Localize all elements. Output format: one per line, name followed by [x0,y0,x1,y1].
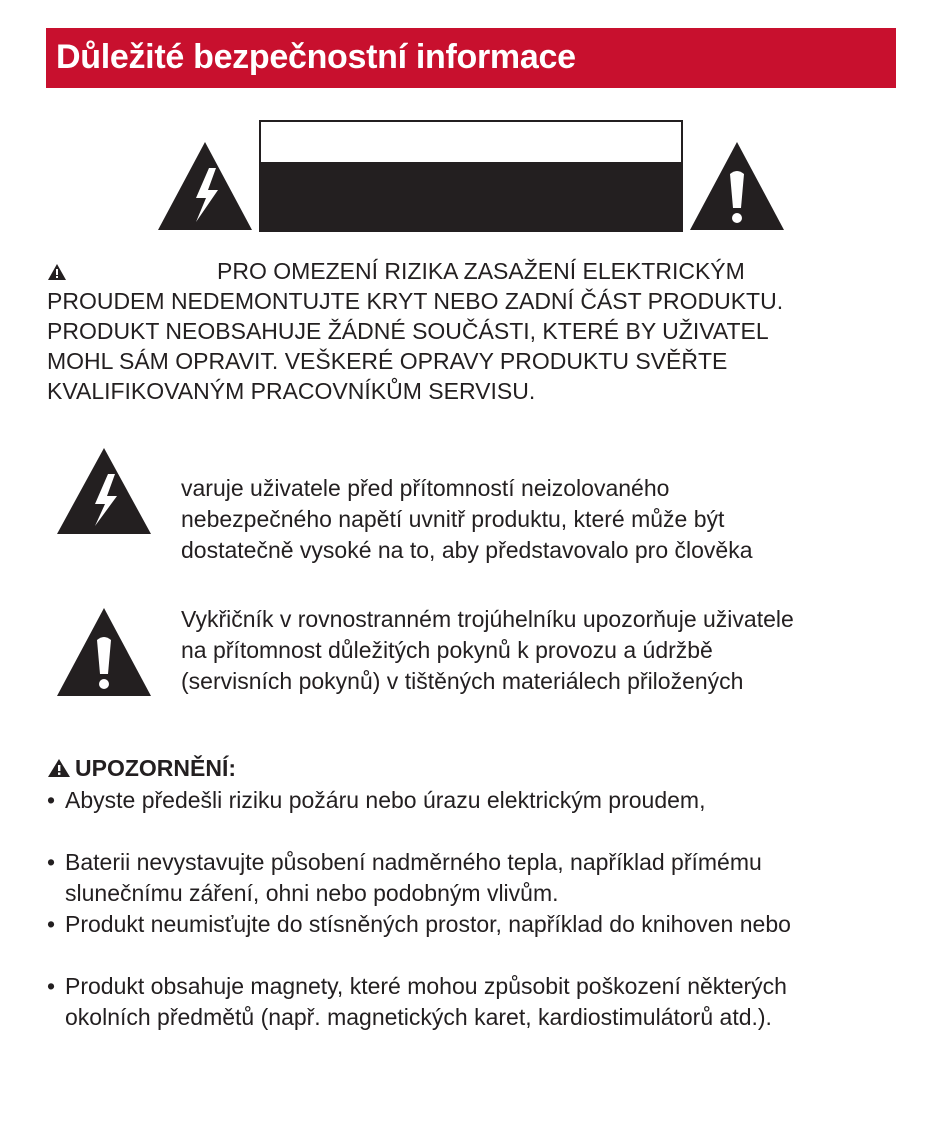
caution-label-black-band [261,162,681,230]
description-line: nebezpečného napětí uvnitř produktu, které může být [181,506,725,532]
warning-bullet [47,971,907,1033]
page-title: Důležité bezpečnostní informace [56,38,576,76]
bullet-line: • Abyste předešli riziku požáru nebo úrazu elektrickým proudem, [65,787,706,813]
caution-line-text: PRO OMEZENÍ RIZIKA ZASAŽENÍ ELEKTRICKÝM [217,258,745,284]
description-line: (servisních pokynů) v tištěných materiálech přiložených [181,668,744,694]
caution-paragraph [47,256,907,406]
description-line: na přítomnost důležitých pokynů k provozu a údržbě [181,637,713,663]
warning-bullet [47,909,907,940]
warning-heading-icon [47,758,71,778]
warning-heading [47,755,236,782]
warning-bullet [47,785,907,816]
caution-line: MOHL SÁM OPRAVIT. VEŠKERÉ OPRAVY PRODUKTU SVĚŘTE [47,348,728,374]
caution-line [47,256,907,286]
lightning-triangle-icon [156,140,254,232]
exclamation-triangle-icon [55,606,153,698]
bullet-line: • Baterii nevystavujte působení nadměrného tepla, například přímému [65,849,762,875]
caution-line: PROUDEM NEDEMONTUJTE KRYT NEBO ZADNÍ ČÁST PRODUKTU. [47,288,784,314]
small-warning-icon [47,263,67,281]
symbol-description-exclamation [181,604,901,697]
bullet-line: • Produkt neumisťujte do stísněných prostor, například do knihoven nebo [65,911,791,937]
caution-line: KVALIFIKOVANÝM PRACOVNÍKŮM SERVISU. [47,378,536,404]
description-line: Vykřičník v rovnostranném trojúhelníku upozorňuje uživatele [181,606,794,632]
bullet-line: slunečnímu záření, ohni nebo podobným vlivům. [65,880,559,906]
warning-bullet [47,847,907,909]
caution-line: PRODUKT NEOBSAHUJE ŽÁDNÉ SOUČÁSTI, KTERÉ BY UŽIVATEL [47,318,769,344]
description-line: dostatečně vysoké na to, aby představovalo pro člověka [181,537,753,563]
exclamation-triangle-icon [688,140,786,232]
caution-label [259,120,683,232]
lightning-triangle-icon [55,446,153,536]
bullet-line: okolních předmětů (např. magnetických karet, kardiostimulátorů atd.). [65,1004,772,1030]
description-line: varuje uživatele před přítomností neizolovaného [181,475,670,501]
header-bar [46,28,896,88]
bullet-line: • Produkt obsahuje magnety, které mohou způsobit poškození některých [65,973,787,999]
symbol-description-lightning [181,473,901,566]
warning-heading-text: UPOZORNĚNÍ: [75,755,236,781]
